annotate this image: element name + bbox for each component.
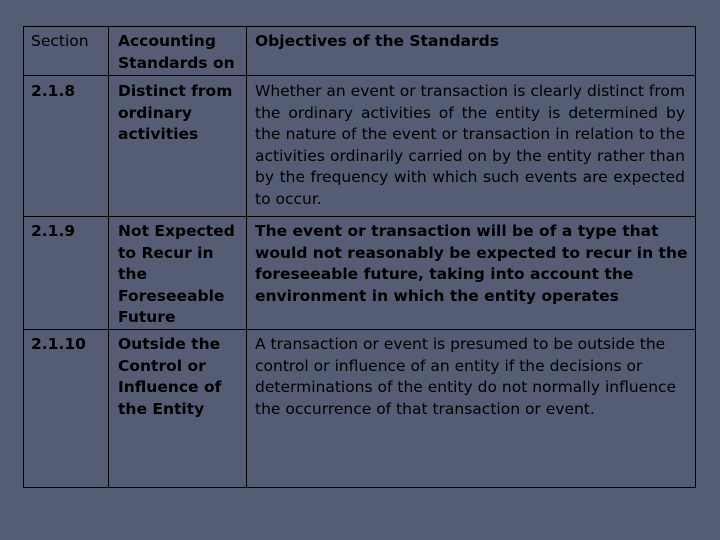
header-objectives: Objectives of the Standards bbox=[255, 32, 499, 50]
row-divider-1 bbox=[24, 216, 695, 217]
row-3-section: 2.1.10 bbox=[31, 335, 86, 353]
header-accounting-standards: Accounting Standards on bbox=[118, 32, 235, 72]
header-section: Section bbox=[31, 32, 89, 50]
column-divider-2 bbox=[246, 27, 247, 487]
column-divider-1 bbox=[108, 27, 109, 487]
row-1-objective: Whether an event or transaction is clearly distinct from the ordinary activities of the entity is determined by the nature of the event or transaction in relation to the activities ordinarily carried on by the entity rather than by the frequency with which such events are expected to occur. bbox=[255, 82, 685, 208]
row-2-objective: The event or transaction will be of a type that would not reasonably be expected to recur in the foreseeable future, taking into account the environment in which the entity operates bbox=[255, 222, 688, 305]
row-3-objective: A transaction or event is presumed to be outside the control or influence of an entity if the decisions or determinations of the entity do not normally influence the occurrence of that transaction or event. bbox=[255, 335, 677, 418]
standards-table bbox=[23, 26, 696, 488]
row-1-section: 2.1.8 bbox=[31, 82, 76, 100]
row-divider-2 bbox=[24, 329, 695, 330]
row-2-standard: Not Expected to Recur in the Foreseeable Future bbox=[118, 222, 235, 326]
row-3-standard: Outside the Control or Influence of the Entity bbox=[118, 335, 222, 418]
row-2-section: 2.1.9 bbox=[31, 222, 76, 240]
row-1-standard: Distinct from ordinary activities bbox=[118, 82, 233, 143]
row-divider-header bbox=[24, 75, 695, 76]
